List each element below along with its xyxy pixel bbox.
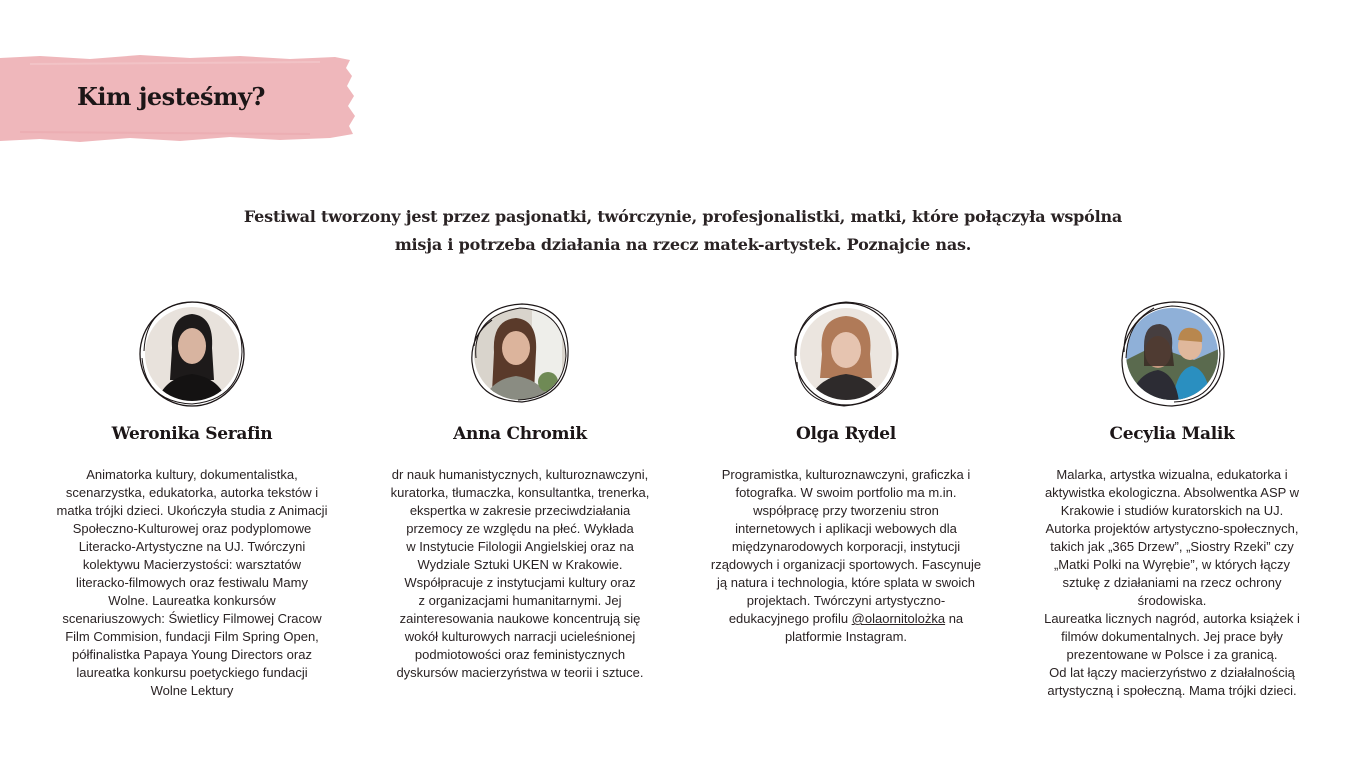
portrait-photo	[134, 296, 250, 412]
member-bio: Malarka, artystka wizualna, edukatorka i aktywistka ekologiczna. Absolwentka ASP w Krakowie i studiów kuratorskich na UJ. Autorka projektów artystyczno-społecznych, takich jak „365 Drzew”, „Siostry Rzeki” czy „Matki Polki na Wyrębie”, w których łączy sztukę z działaniami na rzecz ochrony środowiska. Laureatka licznych nagród, autorka książek i filmów dokumentalnych. Jej prace były prezentowane w Polsce i za granicą. Od lat łączy macierzyństwo z działalnością artystyczną i społeczną. Mama trójki dzieci.	[1044, 467, 1300, 698]
intro-statement	[220, 203, 1146, 259]
avatar	[788, 296, 904, 412]
team-member-olga-rydel	[696, 296, 996, 644]
team-member-anna-chromik	[370, 296, 670, 680]
avatar	[1114, 296, 1230, 412]
avatar	[462, 296, 578, 412]
portrait-photo	[462, 296, 578, 412]
portrait-photo	[1114, 296, 1230, 412]
member-bio: Programistka, kulturoznawczyni, graficzka i fotografka. W swoim portfolio ma m.in. współpracę przy tworzeniu stron internetowych i aplikacji webowych dla międzynarodowych korporacji, instytucji rządowych i organizacji sportowych. Fascynuje ją natura i technologia, które splata w swoich projektach. Twórczyni artystyczno- edukacyjnego profilu @olaornitolożka na platformie Instagram.	[710, 467, 982, 644]
page-title: Kim jesteśmy?	[77, 82, 265, 111]
member-name: Olga Rydel	[796, 424, 896, 444]
team-member-weronika-serafin	[42, 296, 342, 698]
team-member-cecylia-malik	[1022, 296, 1322, 698]
intro-line-2: misja i potrzeba działania na rzecz matek-artystek. Poznajcie nas.	[394, 235, 972, 254]
avatar	[134, 296, 250, 412]
intro-line-1: Festiwal tworzony jest przez pasjonatki, twórczynie, profesjonalistki, matki, które połączyła wspólna	[243, 207, 1123, 226]
member-name: Cecylia Malik	[1109, 424, 1235, 444]
member-bio: Animatorka kultury, dokumentalistka, scenarzystka, edukatorka, autorka tekstów i matka trójki dzieci. Ukończyła studia z Animacji Społeczno-Kulturowej oraz podyplomowe Literacko-Artystyczne na UJ. Twórczyni kolektywu Macierzystości: warsztatów literacko-filmowych oraz festiwalu Mamy Wolne. Laureatka konkursów scenariuszowych: Świetlicy Filmowej Cracow Film Commision, fundacji Film Spring Open, półfinalistka Papaya Young Directors oraz laureatka konkursu poetyckiego fundacji Wolne Lektury	[56, 467, 328, 698]
instagram-profile-link[interactable]: @olaornitolożka	[851, 611, 946, 626]
member-name: Anna Chromik	[453, 424, 587, 444]
member-bio: dr nauk humanistycznych, kulturoznawczyni, kuratorka, tłumaczka, konsultantka, trenerka, ekspertka w zakresie przeciwdziałania przemocy ze względu na płeć. Wykłada w Instytucie Filologii Angielskiej oraz na Wydziale Sztuki UKEN w Krakowie. Współpracuje z instytucjami kultury oraz z organizacjami humanitarnymi. Jej zainteresowania naukowe koncentrują się wokół kulturowych narracji ucieleśnionej podmiotowości oraz feministycznych dyskursów macierzyństwa w teorii i sztuce.	[390, 467, 650, 680]
member-name: Weronika Serafin	[111, 424, 273, 444]
portrait-photo	[788, 296, 904, 412]
